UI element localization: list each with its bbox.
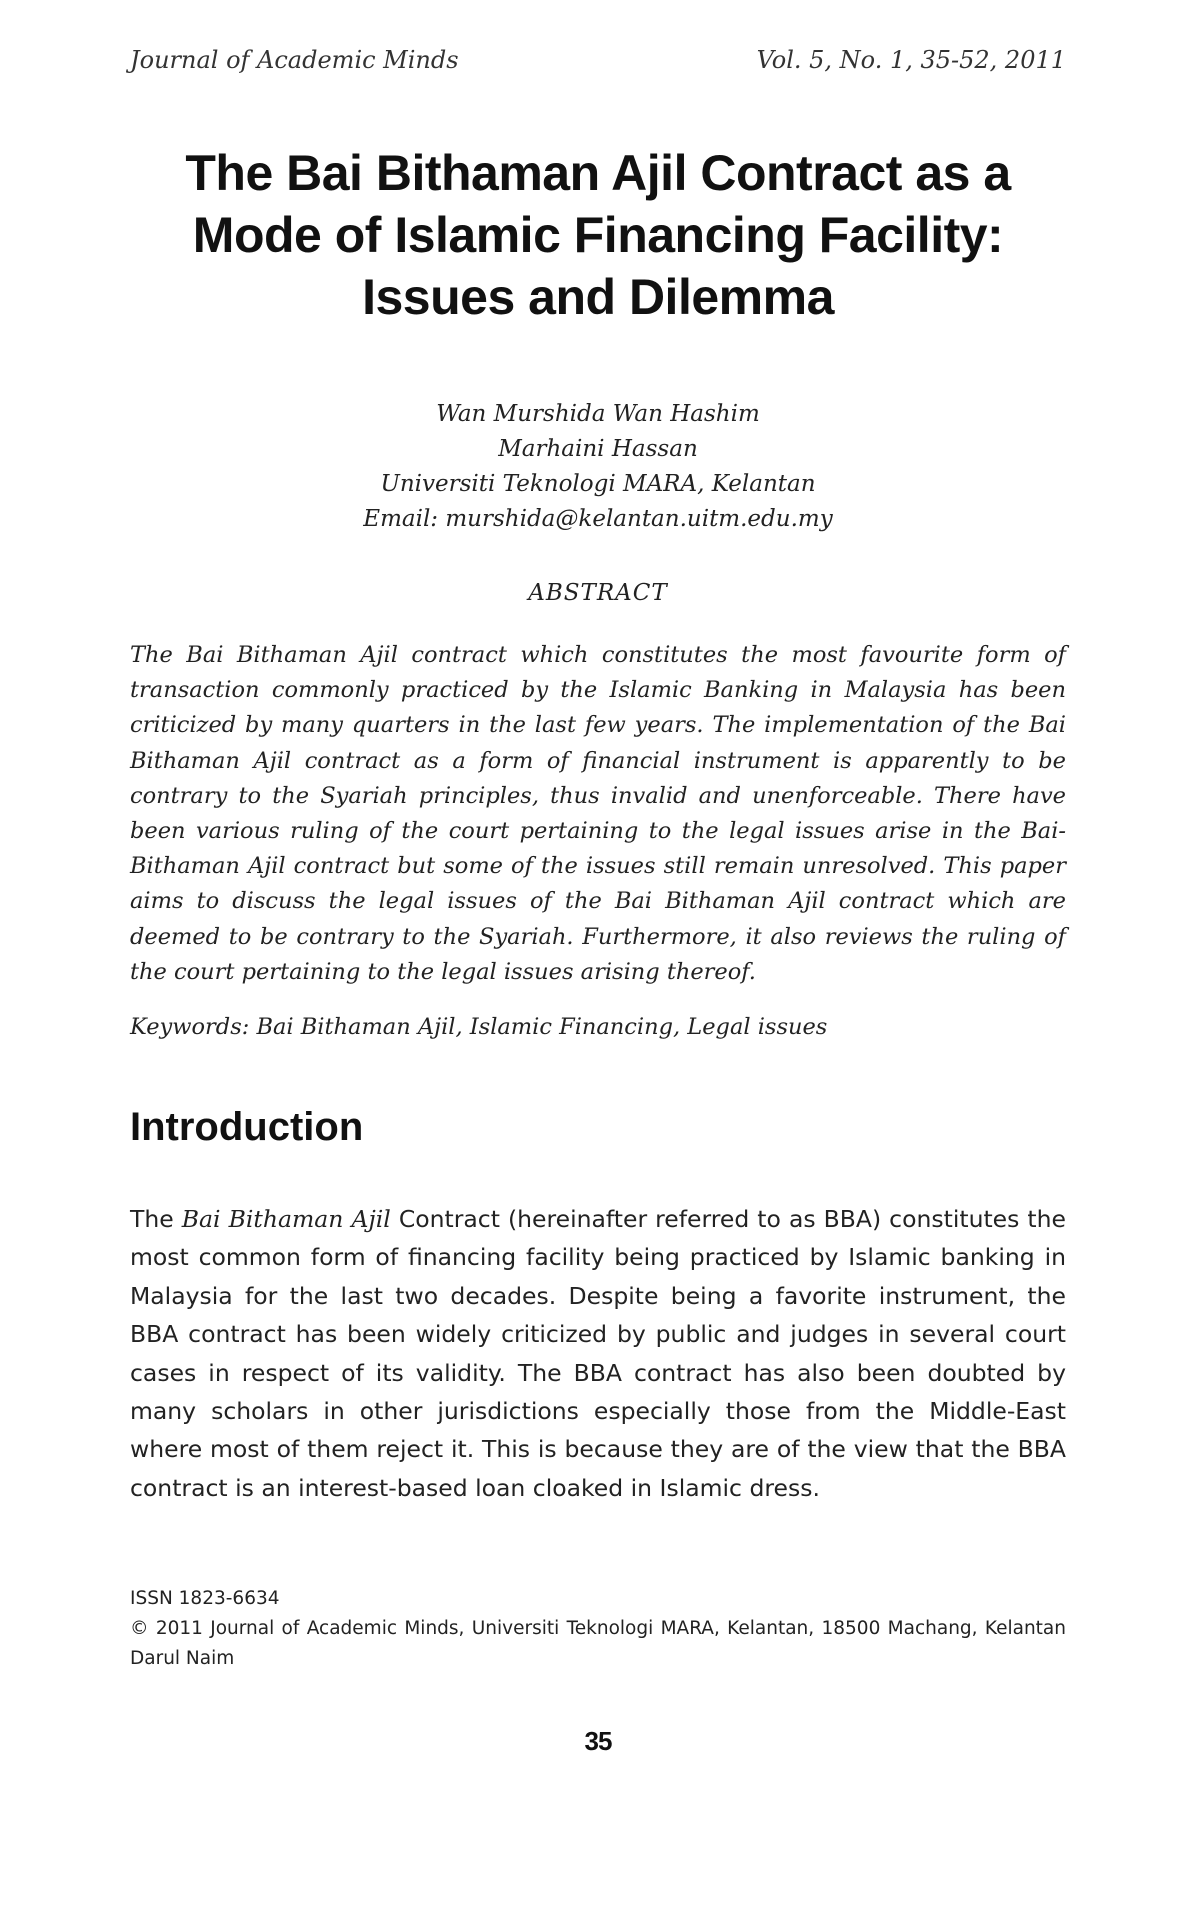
abstract-heading: ABSTRACT (528, 580, 668, 606)
title-line-1: The Bai Bithaman Ajil Contract as a (185, 145, 1011, 201)
intro-lead: The (130, 1205, 182, 1233)
abstract-text: The Bai Bithaman Ajil contract which constitutes the most favourite form of transaction commonly practiced by the Islamic Banking in Malaysia has been criticized by many quarters in the last few years. The implementation of the Bai Bithaman Ajil contract as a form of financial instrument is apparently to be contrary to the Syariah principles, thus invalid and unenforceable. There have been various ruling of the court pertaining to the legal issues arise in the Bai-Bithaman Ajil contract but some of the issues still remain unresolved. This paper aims to discuss the legal issues of the Bai Bithaman Ajil contract which are deemed to be contrary to the Syariah. Furthermore, it also reviews the ruling of the court pertaining to the legal issues arising thereof. (130, 642, 1066, 985)
copyright: © 2011 Journal of Academic Minds, Universiti Teknologi MARA, Kelantan, 18500 Machang, Kelantan Darul Naim (130, 1618, 1066, 1669)
running-header (130, 46, 1066, 74)
keywords: Keywords: Bai Bithaman Ajil, Islamic Financing, Legal issues (130, 1014, 828, 1040)
section-heading-introduction: Introduction (130, 1105, 364, 1149)
author-block (130, 397, 1066, 537)
introduction-paragraph (130, 1200, 1066, 1507)
title-line-2: Mode of Islamic Financing Facility: (192, 207, 1004, 263)
intro-term: Bai Bithaman Ajil (181, 1205, 391, 1233)
author-email: Email: murshida@kelantan.uitm.edu.my (363, 506, 833, 532)
paper-title (130, 142, 1066, 328)
author-1: Wan Murshida Wan Hashim (436, 401, 760, 427)
intro-body: Contract (hereinafter referred to as BBA) constitutes the most common form of financing facility being practiced by Islamic banking in Malaysia for the last two decades. Despite being a favorite instrument, the BBA contract has been widely criticized by public and judges in several court cases in respect of its validity. The BBA contract has also been doubted by many scholars in other jurisdictions especially those from the Middle-East where most of them reject it. This is because they are of the view that the BBA contract is an interest-based loan cloaked in Islamic dress. (130, 1205, 1067, 1502)
author-2: Marhaini Hassan (498, 436, 698, 462)
footnote (130, 1584, 1066, 1674)
affiliation: Universiti Teknologi MARA, Kelantan (380, 471, 816, 497)
issn: ISSN 1823-6634 (130, 1588, 280, 1609)
title-line-3: Issues and Dilemma (362, 269, 834, 325)
page-number: 35 (584, 1726, 612, 1756)
journal-name: Journal of Academic Minds (130, 46, 459, 74)
volume-info: Vol. 5, No. 1, 35-52, 2011 (756, 46, 1066, 74)
